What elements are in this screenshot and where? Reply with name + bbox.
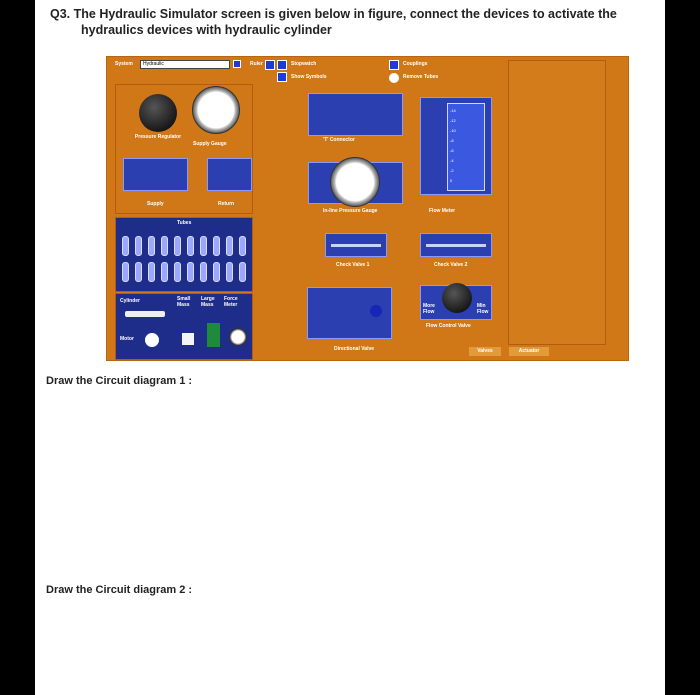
flow-control-valve-label: Flow Control Valve [426,323,471,329]
supply-unit[interactable] [123,158,188,191]
tube[interactable] [239,236,246,256]
tab-valves[interactable]: Valves [469,347,501,356]
system-select[interactable] [140,60,230,69]
flow-scale-tick: -6 [450,148,454,153]
motor[interactable] [145,333,159,347]
flow-scale-tick: -4 [450,158,454,163]
motor-label: Motor [120,336,134,342]
inline-pressure-gauge[interactable] [330,157,380,207]
check-valve-1-label: Check Valve 1 [336,262,370,268]
tube[interactable] [122,262,129,282]
inline-pressure-gauge-label: In-line Pressure Gauge [323,208,378,214]
tube[interactable] [174,236,181,256]
remove-tubes-radio[interactable] [389,73,399,83]
system-select-value: Hydraulic [143,61,164,67]
pressure-regulator-knob[interactable] [139,94,177,132]
tube[interactable] [122,236,129,256]
return-label: Return [218,201,235,207]
stopwatch-checkbox[interactable] [277,60,287,70]
ruler-label: Ruler [250,61,263,67]
tube[interactable] [226,236,233,256]
flow-scale-tick: -8 [450,138,454,143]
question-line-1: Q3. The Hydraulic Simulator screen is given below in figure, connect the devices to activate the [50,7,617,21]
check-valve-2-label: Check Valve 2 [434,262,468,268]
tubes-label: Tubes [177,220,192,226]
directional-valve-label: Directional Valve [334,346,375,352]
t-connector[interactable] [308,93,403,136]
system-label: System [115,61,133,67]
flow-scale-tick: -2 [450,168,454,173]
system-dropdown-icon[interactable] [233,60,241,68]
small-mass[interactable] [182,333,194,345]
flow-scale-tick: -10 [450,128,456,133]
tube[interactable] [187,262,194,282]
tube[interactable] [135,262,142,282]
diagram-1-heading: Draw the Circuit diagram 1 : [46,375,193,387]
supply-gauge[interactable] [192,86,240,134]
couplings-label: Couplings [403,61,428,67]
tube[interactable] [226,262,233,282]
tube[interactable] [187,236,194,256]
hydraulic-simulator [106,56,629,361]
stopwatch-label: Stopwatch [291,61,317,67]
workspace-panel[interactable] [508,60,606,345]
flow-meter-label: Flow Meter [429,208,456,214]
couplings-checkbox[interactable] [389,60,399,70]
cylinder-label: Cylinder [120,298,141,304]
flow-scale-tick: 0 [450,178,453,183]
check-valve-2-line [426,244,486,247]
t-connector-label: 'T' Connector [323,137,355,143]
flow-scale-tick: -14 [450,108,456,113]
tube[interactable] [239,262,246,282]
tube[interactable] [174,262,181,282]
tube[interactable] [148,262,155,282]
flow-scale-tick: -12 [450,118,456,123]
more-flow-label: More Flow [423,303,435,315]
force-meter-label: Force Meter [224,296,238,308]
tube[interactable] [200,262,207,282]
supply-gauge-label: Supply Gauge [193,141,227,147]
tube[interactable] [213,236,220,256]
show-symbols-label: Show Symbols [291,74,327,80]
remove-tubes-label: Remove Tubes [403,74,439,80]
tube[interactable] [161,236,168,256]
ruler-checkbox[interactable] [265,60,275,70]
force-meter[interactable] [229,328,247,346]
tab-actuator[interactable]: Actuator [509,347,549,356]
tube[interactable] [200,236,207,256]
tube[interactable] [148,236,155,256]
supply-label: Supply [147,201,164,207]
show-symbols-checkbox[interactable] [277,72,287,82]
question-text [50,6,660,38]
question-line-2: hydraulics devices with hydraulic cylinder [81,23,332,37]
check-valve-1-line [331,244,381,247]
worksheet-page [35,0,665,695]
return-unit[interactable] [207,158,252,191]
pressure-regulator-label: Pressure Regulator [134,134,182,140]
tube[interactable] [135,236,142,256]
cylinder[interactable] [125,311,165,317]
min-flow-label: Min Flow [477,303,489,315]
flow-control-knob[interactable] [442,283,472,313]
tube[interactable] [161,262,168,282]
large-mass[interactable] [207,323,220,347]
directional-valve-handle[interactable] [370,305,382,317]
small-mass-label: Small Mass [177,296,191,308]
tube[interactable] [213,262,220,282]
flow-meter-scale [447,103,485,191]
diagram-2-heading: Draw the Circuit diagram 2 : [46,584,193,596]
large-mass-label: Large Mass [201,296,215,308]
